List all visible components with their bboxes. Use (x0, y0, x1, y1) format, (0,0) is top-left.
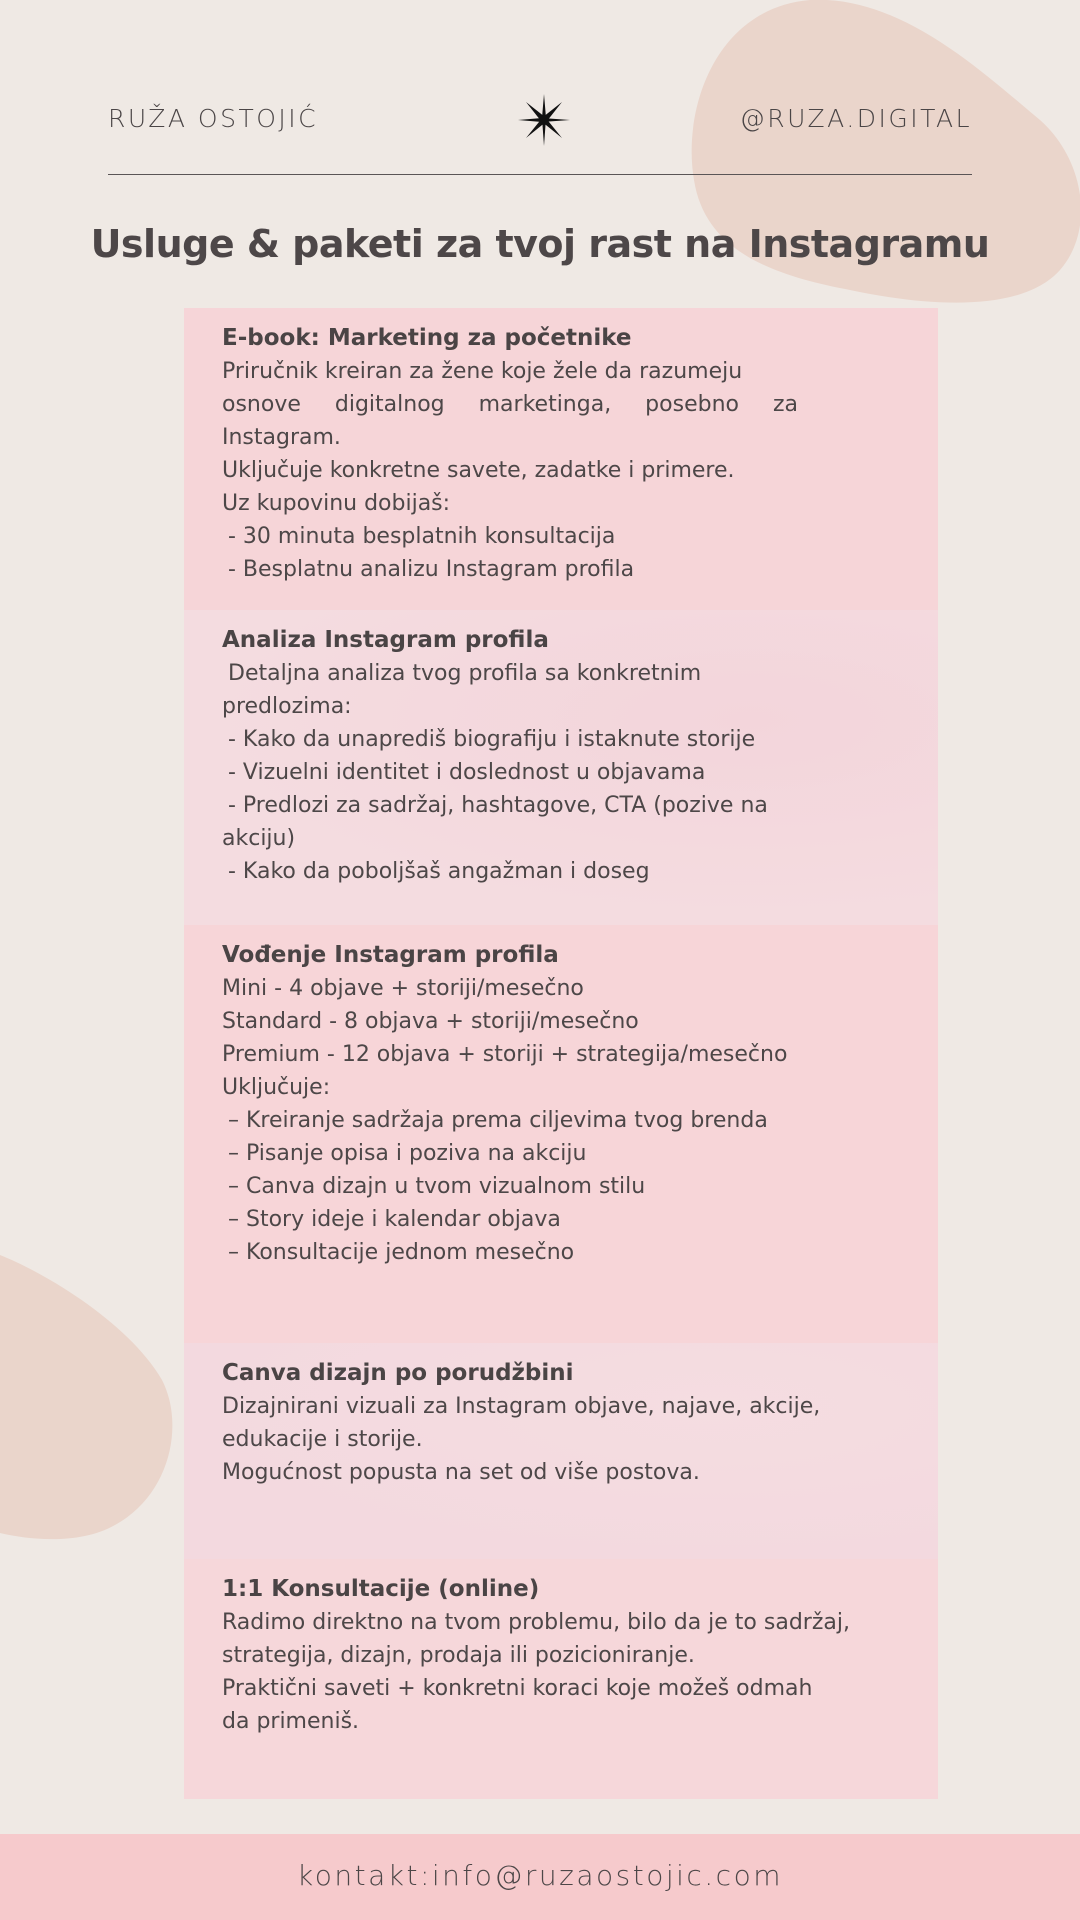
service-line: Mogućnost popusta na set od više postova. (222, 1460, 700, 1485)
package-line: Premium - 12 objava + storiji + strategija/mesečno (222, 1042, 788, 1067)
service-line: Uz kupovinu dobijaš: (222, 491, 451, 516)
service-bullet: – Pisanje opisa i poziva na akciju (228, 1141, 587, 1166)
service-line: strategija, dizajn, prodaja ili pozicioniranje. (222, 1643, 695, 1668)
service-card-ebook (184, 308, 938, 610)
contact-email: kontakt:info@ruzaostojic.com (297, 1859, 783, 1892)
service-title: Vođenje Instagram profila (222, 942, 559, 968)
service-line: Radimo direktno na tvom problemu, bilo da je to sadržaj, (222, 1610, 850, 1635)
service-title: 1:1 Konsultacije (online) (222, 1576, 540, 1602)
service-bullet: - Besplatnu analizu Instagram profila (228, 557, 635, 582)
instagram-handle: @RUZA.DIGITAL (739, 104, 972, 133)
service-line: Uključuje: (222, 1075, 331, 1100)
package-line: Standard - 8 objava + storiji/mesečno (222, 1009, 639, 1034)
service-bullet: - Kako da poboljšaš angažman i doseg (228, 859, 650, 884)
service-line: Praktični saveti + konkretni koraci koje možeš odmah (222, 1676, 813, 1701)
footer (0, 1834, 1080, 1920)
service-line: Priručnik kreiran za žene koje žele da razumeju (222, 359, 743, 384)
service-bullet: - Kako da unaprediš biografiju i istaknute storije (228, 727, 756, 752)
service-line: predlozima: (222, 694, 352, 719)
page-title: Usluge & paketi za tvoj rast na Instagramu (90, 222, 990, 266)
service-line: osnove digitalnog marketinga, posebno za (222, 392, 798, 417)
service-line: Dizajnirani vizuali za Instagram objave, najave, akcije, (222, 1394, 821, 1419)
decorative-blob-left (0, 1255, 175, 1540)
service-bullet: – Konsultacije jednom mesečno (228, 1240, 575, 1265)
service-line: Detaljna analiza tvog profila sa konkretnim (228, 661, 702, 686)
service-bullet: – Canva dizajn u tvom vizualnom stilu (228, 1174, 646, 1199)
service-line: edukacije i storije. (222, 1427, 423, 1452)
service-line: Uključuje konkretne savete, zadatke i primere. (222, 458, 735, 483)
header (108, 100, 972, 140)
header-divider (108, 174, 972, 175)
service-bullet: - Predlozi za sadržaj, hashtagove, CTA (pozive na (228, 793, 768, 818)
service-bullet: - Vizuelni identitet i doslednost u objavama (228, 760, 706, 785)
service-title: Analiza Instagram profila (222, 627, 549, 653)
service-title: E-book: Marketing za početnike (222, 325, 632, 351)
service-bullet: – Story ideje i kalendar objava (228, 1207, 561, 1232)
service-line: Instagram. (222, 425, 341, 450)
brand-name: RUŽA OSTOJIĆ (108, 104, 319, 133)
service-title: Canva dizajn po porudžbini (222, 1360, 574, 1386)
service-bullet: – Kreiranje sadržaja prema ciljevima tvog brenda (228, 1108, 768, 1133)
sparkle-star-icon (518, 94, 570, 146)
service-card-canva-design (184, 1343, 938, 1559)
services-list (184, 308, 938, 1799)
package-line: Mini - 4 objave + storiji/mesečno (222, 976, 584, 1001)
service-card-consultations (184, 1559, 938, 1799)
service-card-profile-analysis (184, 610, 938, 925)
service-line: akciju) (222, 826, 296, 851)
service-bullet: - 30 minuta besplatnih konsultacija (228, 524, 616, 549)
service-card-profile-management (184, 925, 938, 1343)
service-line: da primeniš. (222, 1709, 360, 1734)
